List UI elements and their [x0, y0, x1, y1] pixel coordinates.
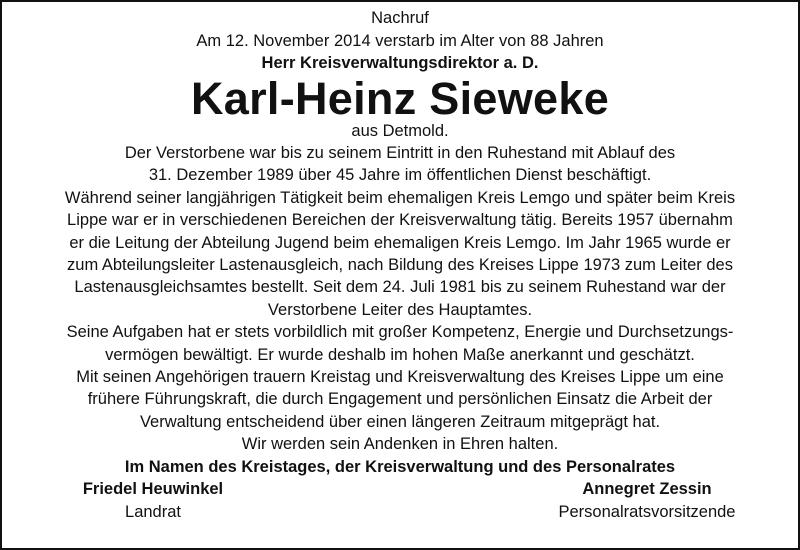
signatory-role-left: Landrat	[125, 502, 181, 521]
text-line: Seine Aufgaben hat er stets vorbildlich mit großer Kompetenz, Energie und Durchsetzungs-	[66, 323, 734, 342]
signatory-names	[16, 478, 784, 501]
signatory-name-left: Friedel Heuwinkel	[82, 480, 224, 499]
closing-line: Wir werden sein Andenken in Ehren halten.	[241, 435, 559, 454]
paragraph-mourning	[16, 366, 784, 433]
signatory-roles	[16, 501, 784, 524]
text-line: vermögen bewältigt. Er wurde deshalb im hohen Maße anerkannt und geschätzt.	[105, 345, 695, 364]
text-line: Mit seinen Angehörigen trauern Kreistag und Kreisverwaltung des Kreises Lippe um eine	[76, 368, 724, 387]
deceased-origin: aus Detmold.	[351, 121, 449, 140]
notice-heading: Nachruf	[371, 9, 429, 27]
deceased-name: Karl-Heinz Sieweke	[190, 72, 610, 124]
paragraph-career-details	[16, 187, 784, 321]
death-announcement: Am 12. November 2014 verstarb im Alter von 88 Jahren	[196, 31, 604, 50]
text-line: zum Abteilungsleiter Lastenausgleich, nach Bildung des Kreises Lippe 1973 zum Leiter des	[67, 256, 733, 275]
text-line: Der Verstorbene war bis zu seinem Eintritt in den Ruhestand mit Ablauf des	[124, 144, 676, 162]
text-line: Lippe war er in verschiedenen Bereichen der Kreisverwaltung tätig. Bereits 1957 übernahm	[67, 211, 733, 230]
paragraph-career-summary	[16, 142, 784, 187]
text-line: Während seiner langjährigen Tätigkeit beim ehemaligen Kreis Lemgo und später beim Kreis	[64, 188, 736, 207]
deceased-title: Herr Kreisverwaltungsdirektor a. D.	[261, 54, 539, 72]
text-line: Lastenausgleichsamtes bestellt. Seit dem 24. Juli 1981 bis zu seinem Ruhestand war der	[74, 278, 726, 297]
text-line: er die Leitung der Abteilung Jugend beim ehemaligen Kreis Lemgo. Im Jahr 1965 wurde er	[69, 233, 731, 252]
text-line: Verstorbene Leiter des Hauptamtes.	[267, 300, 533, 319]
text-line: 31. Dezember 1989 über 45 Jahre im öffentlichen Dienst beschäftigt.	[148, 166, 652, 185]
text-line: frühere Führungskraft, die durch Engagement und persönlichen Einsatz die Arbeit der	[87, 390, 713, 409]
signatory-role-right: Personalratsvorsitzende	[558, 502, 736, 521]
signatory-name-right: Annegret Zessin	[582, 480, 712, 499]
on-behalf-line: Im Namen des Kreistages, der Kreisverwaltung und des Personalrates	[124, 457, 676, 476]
text-line: Verwaltung entscheidend über einen längeren Zeitraum mitgeprägt hat.	[139, 412, 661, 431]
paragraph-appreciation	[16, 321, 784, 366]
